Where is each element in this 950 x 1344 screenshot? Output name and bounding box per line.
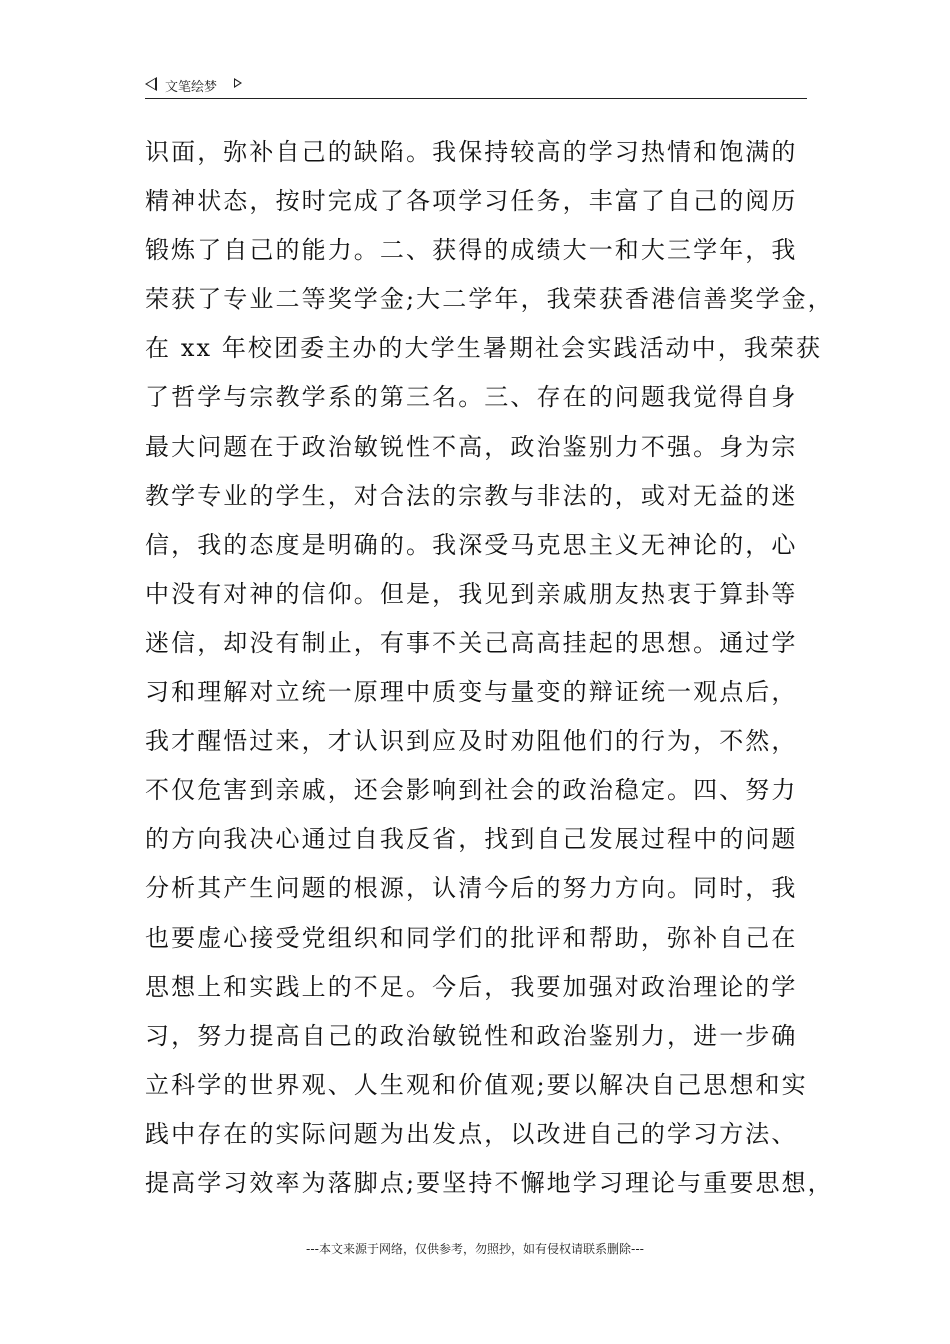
text-line: 最大问题在于政治敏锐性不高，政治鉴别力不强。身为宗 xyxy=(145,432,798,461)
text-line: 习和理解对立统一原理中质变与量变的辩证统一观点后， xyxy=(145,678,798,707)
text-line: 习，努力提高自己的政治敏锐性和政治鉴别力，进一步确 xyxy=(145,1021,798,1050)
text-line: 识面，弥补自己的缺陷。我保持较高的学习热情和饱满的 xyxy=(145,138,798,166)
text-line: 锻炼了自己的能力。二、获得的成绩大一和大三学年，我 xyxy=(145,236,798,265)
triangle-left-icon xyxy=(145,77,157,91)
page-header xyxy=(145,74,807,99)
text-line: 思想上和实践上的不足。今后，我要加强对政治理论的学 xyxy=(145,972,798,1001)
header-brand: 文笔绘梦 xyxy=(165,80,218,95)
text-line: 立科学的世界观、人生观和价值观;要以解决自己思想和实 xyxy=(145,1070,808,1099)
text-line: 在 xx 年校团委主办的大学生暑期社会实践活动中，我荣获 xyxy=(145,334,823,363)
triangle-right-icon xyxy=(234,78,242,88)
text-line: 信，我的态度是明确的。我深受马克思主义无神论的，心 xyxy=(145,530,798,559)
text-line: 我才醒悟过来，才认识到应及时劝阻他们的行为，不然， xyxy=(145,727,798,756)
text-line: 教学专业的学生，对合法的宗教与非法的，或对无益的迷 xyxy=(145,481,798,510)
text-line: 了哲学与宗教学系的第三名。三、存在的问题我觉得自身 xyxy=(145,383,798,412)
text-line: 也要虚心接受党组织和同学们的批评和帮助，弥补自己在 xyxy=(145,923,798,952)
footer-notice: ---本文来源于网络，仅供参考，勿照抄，如有侵权请联系删除--- xyxy=(306,1242,644,1256)
text-line: 中没有对神的信仰。但是，我见到亲戚朋友热衷于算卦等 xyxy=(145,579,798,608)
text-line: 践中存在的实际问题为出发点，以改进自己的学习方法、 xyxy=(145,1119,798,1148)
text-line: 精神状态，按时完成了各项学习任务，丰富了自己的阅历 xyxy=(145,187,798,216)
text-line: 不仅危害到亲戚，还会影响到社会的政治稳定。四、努力 xyxy=(145,776,798,805)
text-line: 荣获了专业二等奖学金;大二学年，我荣获香港信善奖学金， xyxy=(145,285,834,314)
text-line: 提高学习效率为落脚点;要坚持不懈地学习理论与重要思想， xyxy=(145,1168,834,1197)
text-line: 的方向我决心通过自我反省，找到自己发展过程中的问题 xyxy=(145,825,798,854)
text-line: 分析其产生问题的根源，认清今后的努力方向。同时，我 xyxy=(145,874,798,903)
body-text xyxy=(145,128,834,1208)
text-line: 迷信，却没有制止，有事不关己高高挂起的思想。通过学 xyxy=(145,628,798,657)
